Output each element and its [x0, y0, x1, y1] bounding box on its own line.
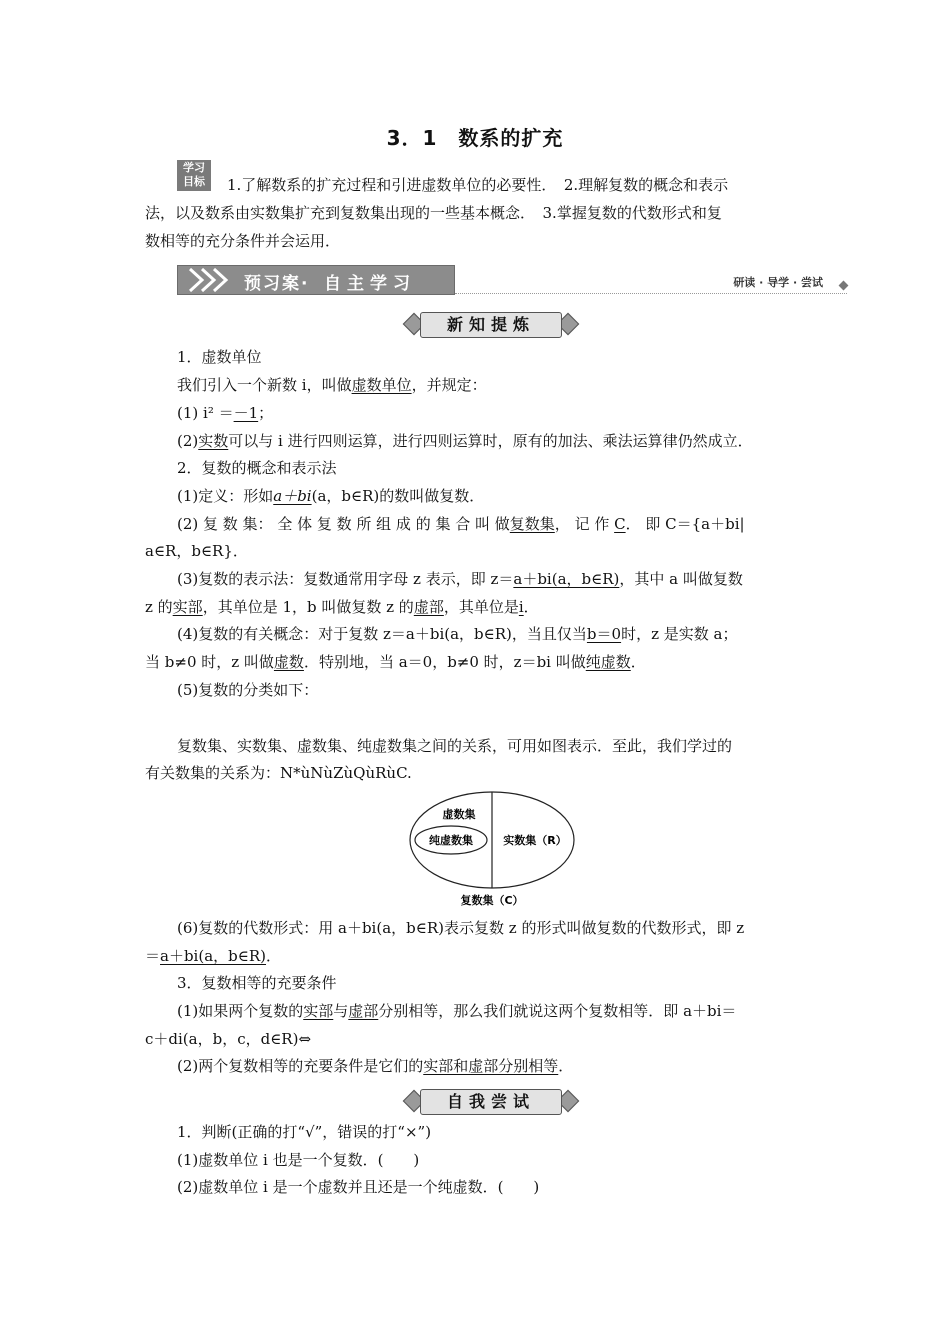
heading-3: 3．复数相等的充要条件: [177, 974, 337, 992]
text-line: 我们引入一个新数 i，叫做虚数单位，并规定：: [177, 376, 487, 394]
objectives-badge-line1: 学习: [183, 161, 205, 174]
text-line: 复数集、实数集、虚数集、纯虚数集之间的关系，可用如图表示．至此，我们学过的: [177, 737, 733, 755]
text-line: (1)定义：形如a＋bi(a，b∈R)的数叫做复数．: [177, 487, 485, 505]
section-tag-new-knowledge: [404, 312, 576, 338]
question-item: (2)虚数单位 i 是一个虚数并且还是一个纯虚数．( ): [177, 1178, 540, 1196]
text-line: (5)复数的分类如下：: [177, 681, 319, 699]
heading-1: 1．虚数单位: [177, 348, 262, 366]
text-line: (1)如果两个复数的实部与虚部分别相等，那么我们就说这两个复数相等．即 a＋bi＝: [177, 1002, 737, 1020]
section-tag-label: 新知提炼: [420, 312, 562, 338]
text-line: (2)实数可以与 i 进行四则运算，进行四则运算时，原有的加法、乘法运算律仍然成立．: [177, 432, 753, 450]
question-heading: 1．判断(正确的打“√”，错误的打“×”): [177, 1123, 432, 1141]
text-line: c＋di(a，b，c，d∈R)⇔: [145, 1030, 312, 1048]
text-line: (2)两个复数相等的充要条件是它们的实部和虚部分别相等．: [177, 1057, 574, 1075]
banner-divider: [455, 293, 847, 294]
banner-bar: [177, 265, 455, 295]
objectives-badge: [177, 160, 211, 191]
diamond-icon: [839, 281, 849, 291]
banner-label: 预习案·: [244, 274, 310, 294]
question-item: (1)虚数单位 i 也是一个复数．( ): [177, 1151, 420, 1169]
objectives-line3: 数相等的充分条件并会运用．: [145, 232, 341, 250]
text-line: 当 b≠0 时，z 叫做虚数．特别地，当 a＝0，b≠0 时，z＝bi 叫做纯虚数．: [145, 653, 646, 671]
section-banner: [177, 265, 849, 297]
text-line: z 的实部，其单位是 1，b 叫做复数 z 的虚部，其单位是i．: [145, 598, 539, 616]
heading-2: 2．复数的概念和表示法: [177, 459, 337, 477]
text-line: (2) 复 数 集： 全 体 复 数 所 组 成 的 集 合 叫 做复数集， 记 作 C． 即 C＝{a＋bi|: [177, 515, 745, 533]
text-line: a∈R，b∈R}．: [145, 542, 248, 560]
venn-complex: 复数集（C）: [460, 894, 524, 907]
objectives-line1: 1.了解数系的扩充过程和引进虚数单位的必要性． 2.理解复数的概念和表示: [227, 176, 729, 194]
text-line: (1) i² ＝－1；: [177, 404, 274, 422]
venn-real: 实数集（R）: [503, 834, 567, 847]
venn-diagram: [405, 790, 585, 910]
text-line: 有关数集的关系为：N*ùNùZùQùRùC.: [145, 764, 412, 782]
section-tag-label: 自我尝试: [420, 1089, 562, 1115]
text-line: (3)复数的表示法：复数通常用字母 z 表示，即 z＝a＋bi(a，b∈R)，其中 a 叫做复数: [177, 570, 743, 588]
text-line: (4)复数的有关概念：对于复数 z＝a＋bi(a，b∈R)，当且仅当b＝0时，z 是实数 a；: [177, 625, 738, 643]
chevron-arrows-icon: [182, 266, 238, 294]
venn-pure: 纯虚数集: [429, 834, 473, 847]
venn-imaginary: 虚数集: [442, 808, 476, 821]
objectives-badge-line2: 目标: [183, 175, 205, 188]
section-tag-self-try: [404, 1089, 576, 1115]
banner-sub: 自主学习: [324, 274, 416, 294]
objectives-line2: 法，以及数系由实数集扩充到复数集出现的一些基本概念． 3.掌握复数的代数形式和复: [145, 204, 722, 222]
banner-right: 研读 · 导学 · 尝试: [733, 276, 823, 289]
text-line: ＝a＋bi(a，b∈R)．: [145, 947, 282, 965]
page-title: 3．1 数系的扩充: [386, 126, 564, 150]
text-line: (6)复数的代数形式：用 a＋bi(a，b∈R)表示复数 z 的形式叫做复数的代数形式，即 z: [177, 919, 745, 937]
